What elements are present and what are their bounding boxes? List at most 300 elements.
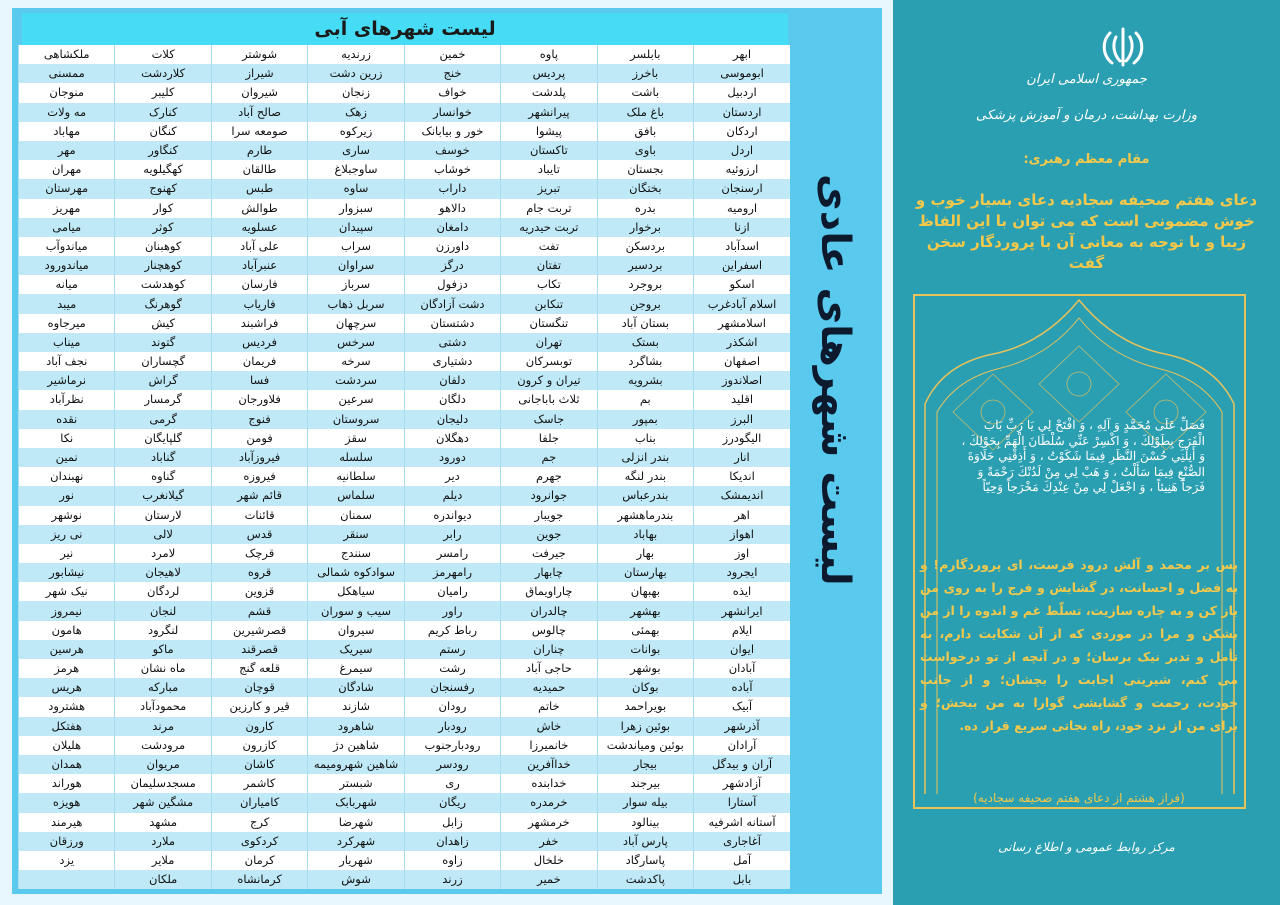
table-row bbox=[19, 352, 791, 371]
blue-cities-title: لیست شهرهای آبی bbox=[22, 13, 788, 45]
city-cell: الیگودرز bbox=[694, 429, 790, 448]
table-row bbox=[19, 678, 791, 697]
city-cell: سبزوار bbox=[308, 199, 404, 218]
city-cell: هوراند bbox=[19, 774, 115, 793]
city-cell: جویبار bbox=[501, 506, 597, 525]
city-cell: بهمئی bbox=[597, 621, 693, 640]
city-cell: بمپور bbox=[597, 410, 693, 429]
city-cell: کهنوج bbox=[115, 179, 211, 198]
city-cell: لامرد bbox=[115, 544, 211, 563]
city-cell: داورزن bbox=[404, 237, 500, 256]
table-row bbox=[19, 122, 791, 141]
city-cell: مه ولات bbox=[19, 103, 115, 122]
table-row bbox=[19, 179, 791, 198]
city-cell: چناران bbox=[501, 640, 597, 659]
city-cell: عسلویه bbox=[211, 218, 307, 237]
city-cell: بندر انزلی bbox=[597, 448, 693, 467]
city-cell: بهار bbox=[597, 544, 693, 563]
city-cell: نظرآباد bbox=[19, 390, 115, 409]
city-cell: دیر bbox=[404, 467, 500, 486]
table-row bbox=[19, 467, 791, 486]
table-row bbox=[19, 717, 791, 736]
city-cell: نمین bbox=[19, 448, 115, 467]
city-cell: بستان آباد bbox=[597, 314, 693, 333]
city-cell: هویزه bbox=[19, 793, 115, 812]
city-cell: فیروزآباد bbox=[211, 448, 307, 467]
city-cell bbox=[19, 870, 115, 889]
city-cell: شوشتر bbox=[211, 45, 307, 64]
city-cell: بینالود bbox=[597, 813, 693, 832]
city-cell: نقده bbox=[19, 410, 115, 429]
table-row bbox=[19, 294, 791, 313]
city-cell: پاکدشت bbox=[597, 870, 693, 889]
city-cell: هامون bbox=[19, 621, 115, 640]
city-cell: سمنان bbox=[308, 506, 404, 525]
city-cell: مشهد bbox=[115, 813, 211, 832]
city-cell: بهاباد bbox=[597, 525, 693, 544]
city-cell: دهگلان bbox=[404, 429, 500, 448]
city-cell: جوانرود bbox=[501, 486, 597, 505]
city-cell: تفت bbox=[501, 237, 597, 256]
city-cell: زرند bbox=[404, 870, 500, 889]
city-cell: میرجاوه bbox=[19, 314, 115, 333]
city-cell: بهشهر bbox=[597, 601, 693, 620]
city-cell: بستک bbox=[597, 333, 693, 352]
city-cell: زنجان bbox=[308, 83, 404, 102]
city-cell: ارومیه bbox=[694, 199, 790, 218]
table-row bbox=[19, 755, 791, 774]
ministry-name: وزارت بهداشت، درمان و آموزش پزشکی bbox=[975, 108, 1198, 123]
city-cell: طبس bbox=[211, 179, 307, 198]
city-cell: پاوه bbox=[501, 45, 597, 64]
city-cell: سیروان bbox=[308, 621, 404, 640]
city-cell: قلعه گنج bbox=[211, 659, 307, 678]
public-relations-center: مرکز روابط عمومی و اطلاع رسانی bbox=[998, 840, 1175, 854]
city-cell: شاهرود bbox=[308, 717, 404, 736]
city-cell: سیریک bbox=[308, 640, 404, 659]
city-cell: شازند bbox=[308, 697, 404, 716]
city-cell: سردشت bbox=[308, 371, 404, 390]
city-cell: رودسر bbox=[404, 755, 500, 774]
city-cell: جیرفت bbox=[501, 544, 597, 563]
city-cell: کرمانشاه bbox=[211, 870, 307, 889]
city-cell: ملارد bbox=[115, 832, 211, 851]
city-cell: مهاباد bbox=[19, 122, 115, 141]
city-cell: شبستر bbox=[308, 774, 404, 793]
city-cell: گوهرنگ bbox=[115, 294, 211, 313]
city-cell: پلدشت bbox=[501, 83, 597, 102]
table-row bbox=[19, 448, 791, 467]
table-row bbox=[19, 525, 791, 544]
city-cell: سرخس bbox=[308, 333, 404, 352]
city-cell: فلاورجان bbox=[211, 390, 307, 409]
city-cell: کیش bbox=[115, 314, 211, 333]
city-cell: آزادشهر bbox=[694, 774, 790, 793]
city-cell: اندیمشک bbox=[694, 486, 790, 505]
city-cell: سلسله bbox=[308, 448, 404, 467]
city-cell: گناوه bbox=[115, 467, 211, 486]
city-cell: ساوجبلاغ bbox=[308, 160, 404, 179]
city-cell: اشکذر bbox=[694, 333, 790, 352]
city-cell: عنبرآباد bbox=[211, 256, 307, 275]
city-cell: نوشهر bbox=[19, 506, 115, 525]
city-cell: توبسرکان bbox=[501, 352, 597, 371]
city-cell: خرمدره bbox=[501, 793, 597, 812]
city-cell: نور bbox=[19, 486, 115, 505]
city-cell: مرودشت bbox=[115, 736, 211, 755]
table-row bbox=[19, 697, 791, 716]
city-cell: ملکشاهی bbox=[19, 45, 115, 64]
city-cell: نیمروز bbox=[19, 601, 115, 620]
city-cell: جوین bbox=[501, 525, 597, 544]
city-cell: مهران bbox=[19, 160, 115, 179]
city-cell: شهریار bbox=[308, 851, 404, 870]
city-cell: نی ریز bbox=[19, 525, 115, 544]
city-cell: قائنات bbox=[211, 506, 307, 525]
city-cell: خاش bbox=[501, 717, 597, 736]
city-cell: شهرکرد bbox=[308, 832, 404, 851]
table-row bbox=[19, 486, 791, 505]
city-cell: چاراویماق bbox=[501, 582, 597, 601]
city-cell: پاسارگاد bbox=[597, 851, 693, 870]
city-cell: زیرکوه bbox=[308, 122, 404, 141]
city-cell: سیب و سوران bbox=[308, 601, 404, 620]
city-cell: انار bbox=[694, 448, 790, 467]
city-cell: دالاهو bbox=[404, 199, 500, 218]
city-cell: آبادان bbox=[694, 659, 790, 678]
city-cell: نرماشیر bbox=[19, 371, 115, 390]
city-cell: داراب bbox=[404, 179, 500, 198]
city-cell: رامسر bbox=[404, 544, 500, 563]
city-cell: گرمی bbox=[115, 410, 211, 429]
city-cell: تربت جام bbox=[501, 199, 597, 218]
city-cell: کردکوی bbox=[211, 832, 307, 851]
city-cell: اقلید bbox=[694, 390, 790, 409]
table-row bbox=[19, 83, 791, 102]
city-cell: ورزقان bbox=[19, 832, 115, 851]
leader-label: مقام معظم رهبری: bbox=[1023, 152, 1150, 167]
table-row bbox=[19, 410, 791, 429]
table-row bbox=[19, 333, 791, 352]
city-cell: نجف آباد bbox=[19, 352, 115, 371]
city-cell: اهواز bbox=[694, 525, 790, 544]
city-cell: دشتی bbox=[404, 333, 500, 352]
city-cell: گراش bbox=[115, 371, 211, 390]
normal-cities-heading: لیست شهرهای عادی bbox=[812, 174, 858, 586]
city-cell: ایذه bbox=[694, 582, 790, 601]
city-cell: تربت حیدریه bbox=[501, 218, 597, 237]
table-row bbox=[19, 390, 791, 409]
city-cell: خفر bbox=[501, 832, 597, 851]
city-cell: پیرانشهر bbox=[501, 103, 597, 122]
city-cell: کوهچنار bbox=[115, 256, 211, 275]
city-cell: ابهر bbox=[694, 45, 790, 64]
city-cell: فسا bbox=[211, 371, 307, 390]
city-cell: اسفراین bbox=[694, 256, 790, 275]
city-cell: مسجدسلیمان bbox=[115, 774, 211, 793]
city-cell: همدان bbox=[19, 755, 115, 774]
table-row bbox=[19, 103, 791, 122]
city-cell: حاجی آباد bbox=[501, 659, 597, 678]
city-cell: اردبیل bbox=[694, 83, 790, 102]
city-cell: بندر لنگه bbox=[597, 467, 693, 486]
city-cell: بردسکن bbox=[597, 237, 693, 256]
city-cell: نکا bbox=[19, 429, 115, 448]
city-cell: کلاردشت bbox=[115, 64, 211, 83]
city-cell: مبارکه bbox=[115, 678, 211, 697]
city-cell: خوشاب bbox=[404, 160, 500, 179]
city-cell: آذرشهر bbox=[694, 717, 790, 736]
city-cell: تفتان bbox=[501, 256, 597, 275]
city-cell: زهک bbox=[308, 103, 404, 122]
city-cell: گچساران bbox=[115, 352, 211, 371]
city-cell: فنوج bbox=[211, 410, 307, 429]
city-cell: بیرجند bbox=[597, 774, 693, 793]
city-cell: گناباد bbox=[115, 448, 211, 467]
city-cell: مهر bbox=[19, 141, 115, 160]
city-cell: بابل bbox=[694, 870, 790, 889]
city-cell: گیلانغرب bbox=[115, 486, 211, 505]
table-row bbox=[19, 736, 791, 755]
city-cell: کامیاران bbox=[211, 793, 307, 812]
city-cell: دلگان bbox=[404, 390, 500, 409]
city-cell: خمین bbox=[404, 45, 500, 64]
city-cell: قوچان bbox=[211, 678, 307, 697]
city-cell: باغ ملک bbox=[597, 103, 693, 122]
table-row bbox=[19, 621, 791, 640]
city-cell: آستارا bbox=[694, 793, 790, 812]
table-row bbox=[19, 275, 791, 294]
city-cell: سرباز bbox=[308, 275, 404, 294]
city-cell: یزد bbox=[19, 851, 115, 870]
city-cell: تهران bbox=[501, 333, 597, 352]
city-cell: برخوار bbox=[597, 218, 693, 237]
city-cell: کلیبر bbox=[115, 83, 211, 102]
city-cell: پیشوا bbox=[501, 122, 597, 141]
city-cell: مریوان bbox=[115, 755, 211, 774]
city-cell: بابلسر bbox=[597, 45, 693, 64]
city-cell: کوار bbox=[115, 199, 211, 218]
city-cell: هلیلان bbox=[19, 736, 115, 755]
city-cell: خواف bbox=[404, 83, 500, 102]
city-cell: گتوند bbox=[115, 333, 211, 352]
city-cell: ابوموسی bbox=[694, 64, 790, 83]
persian-translation: پس بر محمد و آلش درود فرست، ای پروردگارم! و به فضل و احسانت، در گشایش و فرج را به روی من باز کن و به چاره سازیت، تسلّط غم و اندوه را از من بشکن و مرا در موردی که از آن شکایت دارم، به تأمل و تدبر نیک برسان؛ و در آنچه از تو درخواست می کنم، شیرینی اجابت را بچشان؛ و از جانب خودت، رحمت و گشایشی گوارا به من ببخش؛ و برای من از نزد خود، راه نجاتی سریع قرار ده. bbox=[920, 557, 1238, 733]
city-cell: بوشهر bbox=[597, 659, 693, 678]
city-cell: چالدران bbox=[501, 601, 597, 620]
city-cell: اسدآباد bbox=[694, 237, 790, 256]
city-cell: قصرقند bbox=[211, 640, 307, 659]
city-cell: دشت آزادگان bbox=[404, 294, 500, 313]
city-cell: نیک شهر bbox=[19, 582, 115, 601]
city-cell: دلفان bbox=[404, 371, 500, 390]
city-cell: بدره bbox=[597, 199, 693, 218]
city-cell: قروه bbox=[211, 563, 307, 582]
city-cell: زاهدان bbox=[404, 832, 500, 851]
city-cell: ایلام bbox=[694, 621, 790, 640]
city-cell: بناب bbox=[597, 429, 693, 448]
city-cell: خاتم bbox=[501, 697, 597, 716]
city-cell: باشت bbox=[597, 83, 693, 102]
table-row bbox=[19, 870, 791, 889]
city-cell: هرمز bbox=[19, 659, 115, 678]
city-cell: اسلامشهر bbox=[694, 314, 790, 333]
city-cell: خور و بیابانک bbox=[404, 122, 500, 141]
table-row bbox=[19, 832, 791, 851]
city-cell: پردیس bbox=[501, 64, 597, 83]
city-cell: ملایر bbox=[115, 851, 211, 870]
table-row bbox=[19, 429, 791, 448]
table-row bbox=[19, 371, 791, 390]
city-cell: سیاهکل bbox=[308, 582, 404, 601]
city-cell: بروجرد bbox=[597, 275, 693, 294]
city-cell: خدابنده bbox=[501, 774, 597, 793]
city-cell: منوجان bbox=[19, 83, 115, 102]
city-cell: تنگستان bbox=[501, 314, 597, 333]
city-cell: زرین دشت bbox=[308, 64, 404, 83]
city-cell: سرخه bbox=[308, 352, 404, 371]
city-cell: بیجار bbox=[597, 755, 693, 774]
city-cell: خلخال bbox=[501, 851, 597, 870]
table-row bbox=[19, 256, 791, 275]
city-cell: رستم bbox=[404, 640, 500, 659]
city-cell: سروستان bbox=[308, 410, 404, 429]
city-cell: قشم bbox=[211, 601, 307, 620]
city-cell: فردیس bbox=[211, 333, 307, 352]
city-cell: اندیکا bbox=[694, 467, 790, 486]
city-cell: قائم شهر bbox=[211, 486, 307, 505]
city-cell: شادگان bbox=[308, 678, 404, 697]
city-cell: هفتکل bbox=[19, 717, 115, 736]
city-cell: ملکان bbox=[115, 870, 211, 889]
city-cell: سنندج bbox=[308, 544, 404, 563]
city-cell: بوئین ومیاندشت bbox=[597, 736, 693, 755]
table-row bbox=[19, 774, 791, 793]
city-cell: تنکابن bbox=[501, 294, 597, 313]
city-cell: آستانه اشرفیه bbox=[694, 813, 790, 832]
city-cell: راور bbox=[404, 601, 500, 620]
city-cell: رشت bbox=[404, 659, 500, 678]
city-cell: چالوس bbox=[501, 621, 597, 640]
city-cell: فیروزه bbox=[211, 467, 307, 486]
city-cell: آباده bbox=[694, 678, 790, 697]
prayer-source: (فراز هشتم از دعای هفتم صحیفه سجادیه) bbox=[973, 791, 1185, 805]
table-row bbox=[19, 237, 791, 256]
table-row bbox=[19, 563, 791, 582]
city-cell: رودبار bbox=[404, 717, 500, 736]
city-cell: تاکستان bbox=[501, 141, 597, 160]
city-cell: شاهین شهرومیمه bbox=[308, 755, 404, 774]
city-cell: بهبهان bbox=[597, 582, 693, 601]
city-cell: فومن bbox=[211, 429, 307, 448]
city-cell: رفسنجان bbox=[404, 678, 500, 697]
city-cell: فریمان bbox=[211, 352, 307, 371]
city-cell: کنگاور bbox=[115, 141, 211, 160]
city-cell: رودان bbox=[404, 697, 500, 716]
city-cell: صالح آباد bbox=[211, 103, 307, 122]
city-cell: دزفول bbox=[404, 275, 500, 294]
city-cell: میامی bbox=[19, 218, 115, 237]
city-cell: مرند bbox=[115, 717, 211, 736]
city-cell: ارسنجان bbox=[694, 179, 790, 198]
city-cell: بندرماهشهر bbox=[597, 506, 693, 525]
city-cell: کرج bbox=[211, 813, 307, 832]
city-cell: خنج bbox=[404, 64, 500, 83]
city-cell: کارون bbox=[211, 717, 307, 736]
table-row bbox=[19, 544, 791, 563]
city-cell: حمیدیه bbox=[501, 678, 597, 697]
city-cell: نیشابور bbox=[19, 563, 115, 582]
prayer-intro: دعای هفتم صحیفه سجادیه دعای بسیار خوب و خوش مضمونی است که می توان با این الفاظ زیبا و با توجه به معانی آن با پروردگار سخن گفت bbox=[915, 191, 1258, 272]
city-cell: رامیان bbox=[404, 582, 500, 601]
table-row bbox=[19, 601, 791, 620]
city-cell: صومعه سرا bbox=[211, 122, 307, 141]
city-cell: بیله سوار bbox=[597, 793, 693, 812]
city-cell: قزوین bbox=[211, 582, 307, 601]
city-cell: کنارک bbox=[115, 103, 211, 122]
city-cell: دشتیاری bbox=[404, 352, 500, 371]
city-cell: دیواندره bbox=[404, 506, 500, 525]
city-cell: ارزوئیه bbox=[694, 160, 790, 179]
city-cell: رابر bbox=[404, 525, 500, 544]
city-cell: آران و بیدگل bbox=[694, 755, 790, 774]
city-cell: اسکو bbox=[694, 275, 790, 294]
table-row bbox=[19, 218, 791, 237]
city-cell: البرز bbox=[694, 410, 790, 429]
city-cell: بویراحمد bbox=[597, 697, 693, 716]
table-row bbox=[19, 640, 791, 659]
city-cell: بافق bbox=[597, 122, 693, 141]
city-cell: نهبندان bbox=[19, 467, 115, 486]
city-cell: مهرستان bbox=[19, 179, 115, 198]
city-cell: دورود bbox=[404, 448, 500, 467]
city-cell: نیر bbox=[19, 544, 115, 563]
city-cell: قرچک bbox=[211, 544, 307, 563]
city-cell: فاریاب bbox=[211, 294, 307, 313]
table-row bbox=[19, 851, 791, 870]
city-cell: سقز bbox=[308, 429, 404, 448]
city-cell: سربل ذهاب bbox=[308, 294, 404, 313]
city-cell: زابل bbox=[404, 813, 500, 832]
city-cell: میاندورود bbox=[19, 256, 115, 275]
city-cell: تبریز bbox=[501, 179, 597, 198]
city-cell: تایباد bbox=[501, 160, 597, 179]
city-cell: هشترود bbox=[19, 697, 115, 716]
city-cell: بشرویه bbox=[597, 371, 693, 390]
city-cell: بردسیر bbox=[597, 256, 693, 275]
city-cell: گرمسار bbox=[115, 390, 211, 409]
city-cell: مشگین شهر bbox=[115, 793, 211, 812]
city-cell: لالی bbox=[115, 525, 211, 544]
city-cell: کوثر bbox=[115, 218, 211, 237]
city-cell: چابهار bbox=[501, 563, 597, 582]
city-cell: خانمیرزا bbox=[501, 736, 597, 755]
city-cell: کوهبنان bbox=[115, 237, 211, 256]
table-row bbox=[19, 199, 791, 218]
city-cell: طالقان bbox=[211, 160, 307, 179]
city-cell: خوسف bbox=[404, 141, 500, 160]
city-cell: اصلاندوز bbox=[694, 371, 790, 390]
city-cell: لارستان bbox=[115, 506, 211, 525]
city-cell: اردل bbox=[694, 141, 790, 160]
city-cell: ازنا bbox=[694, 218, 790, 237]
city-cell: جلفا bbox=[501, 429, 597, 448]
republic-name: جمهوری اسلامی ایران bbox=[1026, 72, 1147, 87]
city-cell: جاسک bbox=[501, 410, 597, 429]
city-cell: درگز bbox=[404, 256, 500, 275]
city-cell: شهربابک bbox=[308, 793, 404, 812]
city-cell: بروجن bbox=[597, 294, 693, 313]
